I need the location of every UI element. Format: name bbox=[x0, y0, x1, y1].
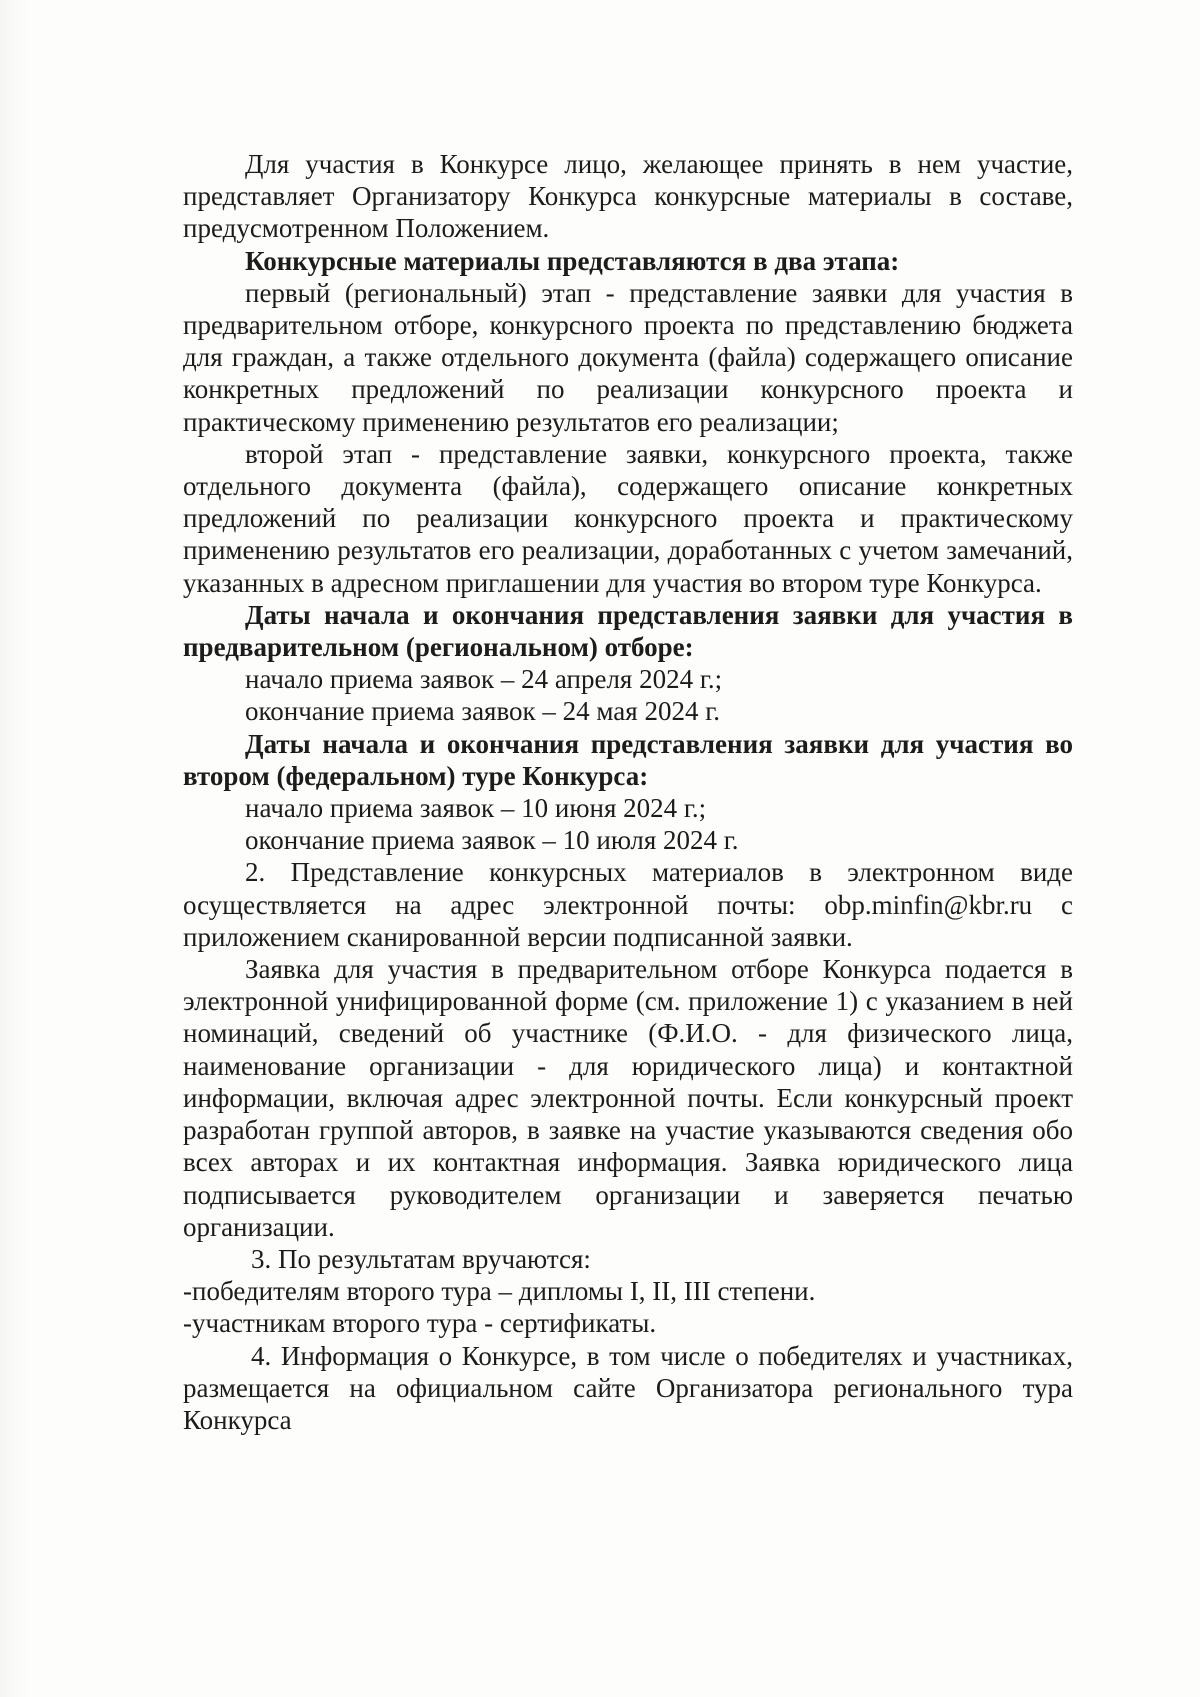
federal-end-date: окончание приема заявок – 10 июля 2024 г. bbox=[245, 825, 739, 856]
first-stage-paragraph: первый (региональный) этап - представление заявки для участия в предварительном отборе, конкурсного проекта по представлению бюджета для граждан, а также отдельного документа (файла) содержащего описание конкретных предложений по реализации конкурсного проекта и практическому применению результатов его реализации; bbox=[183, 277, 1073, 437]
participants-award-item: -участникам второго тура - сертификаты. bbox=[183, 1308, 657, 1339]
scan-edge-shadow bbox=[0, 0, 28, 1697]
information-paragraph: 4. Информация о Конкурсе, в том числе о победителях и участниках, размещается на официальном сайте Организатора регионального тура Конкурса bbox=[183, 1340, 1073, 1435]
regional-start-date: начало приема заявок – 24 апреля 2024 г.; bbox=[245, 664, 723, 695]
document-body bbox=[183, 148, 1073, 1436]
awards-heading: 3. По результатам вручаются: bbox=[251, 1243, 591, 1274]
second-stage-paragraph: второй этап - представление заявки, конкурсного проекта, также отдельного документа (файла), содержащего описание конкретных предложений по реализации конкурсного проекта и практическому применению результатов его реализации, доработанных с учетом замечаний, указанных в адресном приглашении для участия во втором туре Конкурса. bbox=[183, 438, 1073, 598]
federal-start-date: начало приема заявок – 10 июня 2024 г.; bbox=[245, 793, 707, 824]
winners-award-item: -победителям второго тура – дипломы I, II, III степени. bbox=[183, 1276, 816, 1307]
regional-dates-heading: Даты начала и окончания представления заявки для участия в предварительном (региональном) отборе: bbox=[183, 599, 1073, 663]
submission-email-paragraph: 2. Представление конкурсных материалов в электронном виде осуществляется на адрес электронной почты: obp.minfin@kbr.ru с приложением сканированной версии подписанной заявки. bbox=[183, 857, 1073, 952]
application-form-paragraph: Заявка для участия в предварительном отборе Конкурса подается в электронной унифицированной форме (см. приложение 1) с указанием в ней номинаций, сведений об участнике (Ф.И.О. - для физического лица, наименование организации - для юридического лица) и контактной информации, включая адрес электронной почты. Если конкурсный проект разработан группой авторов, в заявке на участие указываются сведения обо всех авторах и их контактная информация. Заявка юридического лица подписывается руководителем организации и заверяется печатью организации. bbox=[183, 954, 1073, 1242]
materials-stages-heading: Конкурсные материалы представляются в два этапа: bbox=[245, 245, 900, 276]
federal-dates-heading: Даты начала и окончания представления заявки для участия во втором (федеральном) туре Конкурса: bbox=[183, 728, 1073, 791]
regional-end-date: окончание приема заявок – 24 мая 2024 г. bbox=[245, 696, 720, 727]
intro-paragraph: Для участия в Конкурсе лицо, желающее принять в нем участие, представляет Организатору Конкурса конкурсные материалы в составе, предусмотренном Положением. bbox=[183, 149, 1073, 244]
